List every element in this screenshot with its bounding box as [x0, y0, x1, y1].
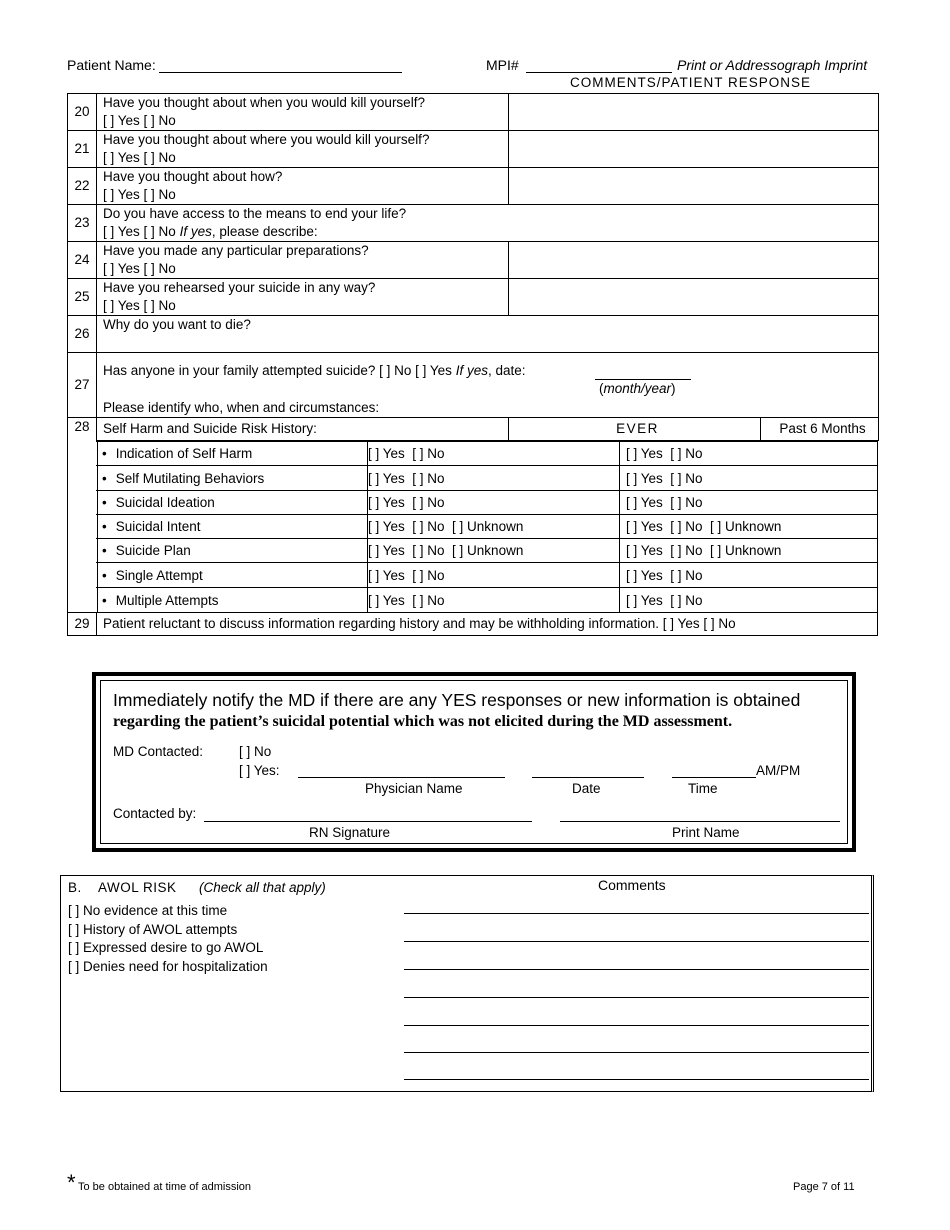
footnote-star: * [67, 1170, 76, 1195]
column-divider [619, 539, 620, 563]
mpi-label: MPI# [486, 57, 519, 73]
history-row [96, 538, 878, 563]
notice-line-1: Immediately notify the MD if there are any YES responses or new information is obtained [113, 690, 801, 710]
question-row [68, 279, 879, 316]
month-year-label: month/year [603, 381, 672, 396]
comments-label: Comments [598, 877, 666, 893]
question-text: Have you thought about how? [103, 169, 283, 184]
md-notice-box [92, 672, 856, 852]
history-ever-checkbox[interactable]: [ ] Yes [ ] No [368, 568, 445, 583]
history-past-checkbox[interactable]: [ ] Yes [ ] No [626, 593, 703, 608]
comments-heading: COMMENTS/PATIENT RESPONSE [570, 75, 812, 90]
mpi-field[interactable] [526, 72, 672, 73]
md-contacted-no-checkbox[interactable]: [ ] No [239, 744, 272, 759]
ever-header: EVER [509, 418, 761, 441]
question-number: 22 [68, 168, 97, 205]
questions-table [67, 93, 879, 441]
question-number: 25 [68, 279, 97, 316]
history-past-checkbox[interactable]: [ ] Yes [ ] No [626, 471, 703, 486]
am-pm-label: AM/PM [756, 763, 801, 778]
awol-option-checkbox[interactable]: [ ] No evidence at this time [68, 903, 228, 918]
response-cell[interactable] [509, 168, 879, 205]
md-contacted-label: MD Contacted: [113, 744, 204, 759]
if-yes-label: If yes [179, 224, 212, 239]
history-past-checkbox[interactable]: [ ] Yes [ ] No [ ] Unknown [626, 543, 782, 558]
history-row [96, 465, 878, 491]
comment-line[interactable] [404, 941, 869, 942]
history-row [96, 562, 878, 588]
history-header-row [68, 418, 879, 441]
question-text: Have you rehearsed your suicide in any way? [103, 280, 376, 295]
date-label: , date: [487, 363, 526, 378]
yes-no-checkbox[interactable]: [ ] Yes [ ] No [103, 261, 176, 276]
question-number: 20 [68, 94, 97, 131]
column-divider [619, 563, 620, 588]
past-6-months-header: Past 6 Months [761, 418, 879, 441]
question-number: 26 [68, 316, 97, 353]
question-row [68, 168, 879, 205]
column-divider [619, 466, 620, 491]
question-row [68, 94, 879, 131]
column-divider [619, 442, 620, 466]
question-number: 23 [68, 205, 97, 242]
rn-signature-label: RN Signature [309, 825, 391, 840]
question-text: Have you thought about when you would kill yourself? [103, 95, 425, 110]
history-item-label: • Suicide Plan [96, 539, 368, 563]
response-cell[interactable] [509, 279, 879, 316]
question-text: Why do you want to die? [103, 317, 251, 332]
history-number-column [67, 441, 98, 612]
history-ever-checkbox[interactable]: [ ] Yes [ ] No [368, 471, 445, 486]
comment-line[interactable] [404, 1025, 869, 1026]
history-item-label: • Indication of Self Harm [96, 442, 368, 466]
history-row [96, 441, 878, 466]
history-row [96, 514, 878, 539]
if-yes-label: If yes [455, 363, 488, 378]
page-number: Page 7 of 11 [793, 1181, 855, 1193]
question-text: Do you have access to the means to end your life? [103, 206, 407, 221]
question-row-29 [67, 612, 878, 636]
question-row [68, 205, 879, 242]
yes-no-checkbox[interactable]: [ ] Yes [ ] No [103, 187, 176, 202]
yes-no-checkbox[interactable]: [ ] Yes [ ] No [103, 298, 176, 313]
column-divider [619, 588, 620, 613]
history-item-label: • Self Mutilating Behaviors [96, 466, 368, 491]
history-past-checkbox[interactable]: [ ] Yes [ ] No [626, 446, 703, 461]
patient-name-label: Patient Name: [67, 57, 156, 73]
question-text: Have you thought about where you would kill yourself? [103, 132, 430, 147]
date-label: Date [572, 781, 601, 796]
time-field[interactable] [672, 777, 756, 778]
awol-option-checkbox[interactable]: [ ] Denies need for hospitalization [68, 958, 268, 974]
awol-risk-section [60, 875, 874, 1092]
awol-options [68, 902, 268, 976]
history-ever-checkbox[interactable]: [ ] Yes [ ] No [368, 446, 445, 461]
contacted-by-label: Contacted by: [113, 806, 197, 821]
yes-no-checkbox[interactable]: [ ] Yes [ ] No [103, 150, 176, 165]
comment-line[interactable] [404, 1052, 869, 1053]
history-past-checkbox[interactable]: [ ] Yes [ ] No [626, 568, 703, 583]
response-cell[interactable] [509, 131, 879, 168]
md-contacted-yes-checkbox[interactable]: [ ] Yes: [239, 763, 280, 778]
awol-check-note: (Check all that apply) [199, 880, 326, 895]
physician-name-field[interactable] [298, 777, 505, 778]
history-row [96, 587, 878, 613]
question-row [68, 131, 879, 168]
yes-no-checkbox[interactable]: [ ] Yes [ ] No [103, 113, 176, 128]
question-number: 24 [68, 242, 97, 279]
awol-option-checkbox[interactable]: [ ] History of AWOL attempts [68, 921, 238, 937]
history-ever-checkbox[interactable]: [ ] Yes [ ] No [368, 495, 445, 510]
response-cell[interactable] [509, 94, 879, 131]
question-row [68, 242, 879, 279]
history-ever-checkbox[interactable]: [ ] Yes [ ] No [ ] Unknown [368, 543, 524, 558]
comment-line[interactable] [404, 969, 869, 970]
history-ever-checkbox[interactable]: [ ] Yes [ ] No [368, 593, 445, 608]
patient-name-field[interactable] [159, 72, 402, 73]
awol-title: B. AWOL RISK [68, 880, 177, 895]
question-number: 28 [68, 418, 97, 441]
yes-no-checkbox[interactable]: [ ] Yes [ ] No [103, 224, 176, 239]
physician-name-label: Physician Name [365, 781, 463, 796]
column-divider [619, 491, 620, 515]
history-label: Self Harm and Suicide Risk History: [97, 418, 509, 441]
question-row [68, 316, 879, 353]
question-text[interactable]: Patient reluctant to discuss information regarding history and may be withholding information. [ ] Yes [ ] No [103, 616, 736, 631]
describe-label: , please describe: [211, 224, 318, 239]
footnote-text: To be obtained at time of admission [78, 1181, 252, 1193]
imprint-label: Print or Addressograph Imprint [677, 57, 868, 73]
question-text: Have you made any particular preparations? [103, 243, 369, 258]
comment-line[interactable] [404, 913, 869, 914]
history-item-label: • Suicidal Intent [96, 515, 368, 539]
history-ever-checkbox[interactable]: [ ] Yes [ ] No [ ] Unknown [368, 519, 524, 534]
history-item-label: • Multiple Attempts [96, 588, 368, 613]
history-item-label: • Suicidal Ideation [96, 491, 368, 515]
date-field[interactable] [532, 777, 644, 778]
print-name-label: Print Name [672, 825, 740, 840]
history-grid [96, 441, 878, 612]
print-name-field[interactable] [560, 821, 840, 822]
time-label: Time [688, 781, 718, 796]
comment-line[interactable] [404, 1079, 869, 1080]
history-item-label: • Single Attempt [96, 563, 368, 588]
rn-signature-field[interactable] [204, 821, 532, 822]
history-past-checkbox[interactable]: [ ] Yes [ ] No [ ] Unknown [626, 519, 782, 534]
question-number: 29 [68, 613, 97, 635]
question-row: 27 Has anyone in your family attempted suicide? [ ] No [ ] Yes If yes, date: (month/year) Please identify who, when and circumstances: [68, 353, 879, 418]
response-cell[interactable] [509, 242, 879, 279]
question-number: 27 [68, 353, 97, 418]
column-divider [619, 515, 620, 539]
notice-line-2: regarding the patient’s suicidal potential which was not elicited during the MD assessment. [113, 713, 733, 730]
identify-label: Please identify who, when and circumstances: [103, 400, 380, 415]
awol-option-checkbox[interactable]: [ ] Expressed desire to go AWOL [68, 940, 264, 955]
history-row [96, 490, 878, 515]
awol-bottom-rule [395, 1091, 871, 1092]
history-past-checkbox[interactable]: [ ] Yes [ ] No [626, 495, 703, 510]
comment-line[interactable] [404, 997, 869, 998]
question-text[interactable]: Has anyone in your family attempted suicide? [ ] No [ ] Yes [103, 363, 452, 378]
question-number: 21 [68, 131, 97, 168]
